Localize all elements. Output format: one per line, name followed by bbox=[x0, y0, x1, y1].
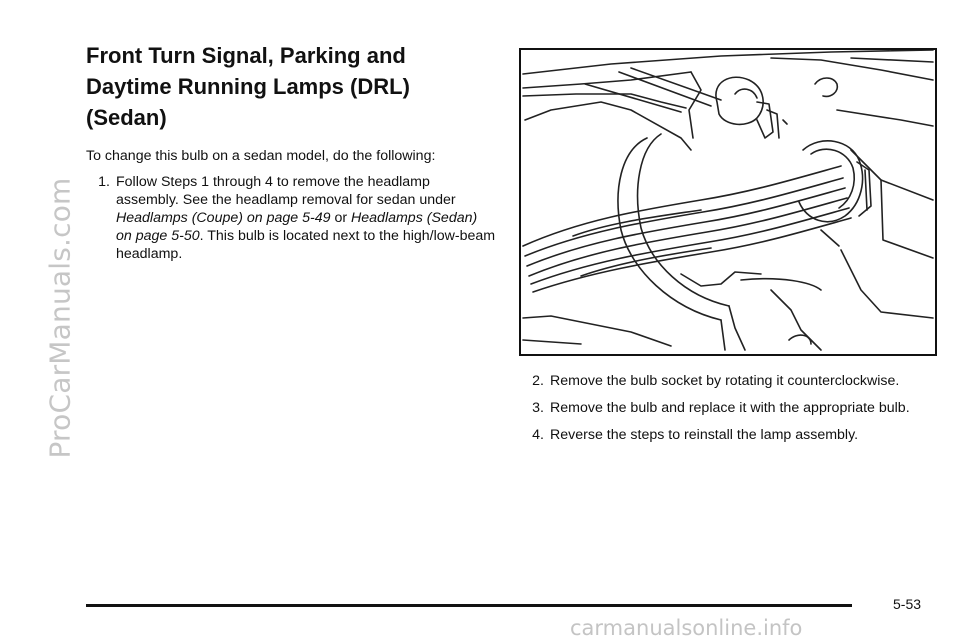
footer-rule bbox=[86, 604, 852, 607]
bulb-socket-illustration bbox=[519, 48, 937, 356]
step-3 bbox=[522, 399, 942, 417]
title-line: Front Turn Signal, Parking and bbox=[86, 43, 406, 68]
step-text: or bbox=[330, 210, 352, 226]
step-number: 2. bbox=[532, 373, 544, 389]
title-line: Daytime Running Lamps (DRL) bbox=[86, 74, 410, 99]
bottom-watermark: carmanualsonline.info bbox=[570, 617, 803, 640]
step-2 bbox=[522, 372, 942, 390]
step-text: Remove the bulb socket by rotating it counterclockwise. bbox=[550, 373, 900, 389]
step-1 bbox=[88, 173, 496, 263]
step-number: 3. bbox=[532, 400, 544, 416]
right-column bbox=[522, 372, 942, 453]
step-text: Remove the bulb and replace it with the appropriate bulb. bbox=[550, 400, 910, 416]
page-reference-link[interactable]: Headlamps (Coupe) on page 5-49 bbox=[116, 210, 331, 226]
step-number: 4. bbox=[532, 427, 544, 443]
step-text: . This bulb is located next to the high/low-beam headlamp. bbox=[116, 228, 496, 262]
step-4 bbox=[522, 426, 942, 444]
side-watermark: ProCarManuals.com bbox=[43, 177, 77, 459]
section-title bbox=[86, 40, 496, 133]
left-column bbox=[86, 40, 496, 272]
step-number: 1. bbox=[98, 174, 110, 190]
illustration-drawing bbox=[521, 50, 935, 354]
title-line: (Sedan) bbox=[86, 105, 167, 130]
step-text: Follow Steps 1 through 4 to remove the headlamp assembly. See the headlamp removal for sedan under bbox=[116, 174, 456, 208]
step-text: Reverse the steps to reinstall the lamp assembly. bbox=[550, 427, 859, 443]
intro-paragraph: To change this bulb on a sedan model, do the following: bbox=[86, 148, 436, 164]
page-reference-link[interactable]: Headlamps (Sedan) on page 5-50 bbox=[116, 210, 478, 244]
page-number: 5-53 bbox=[893, 596, 922, 612]
